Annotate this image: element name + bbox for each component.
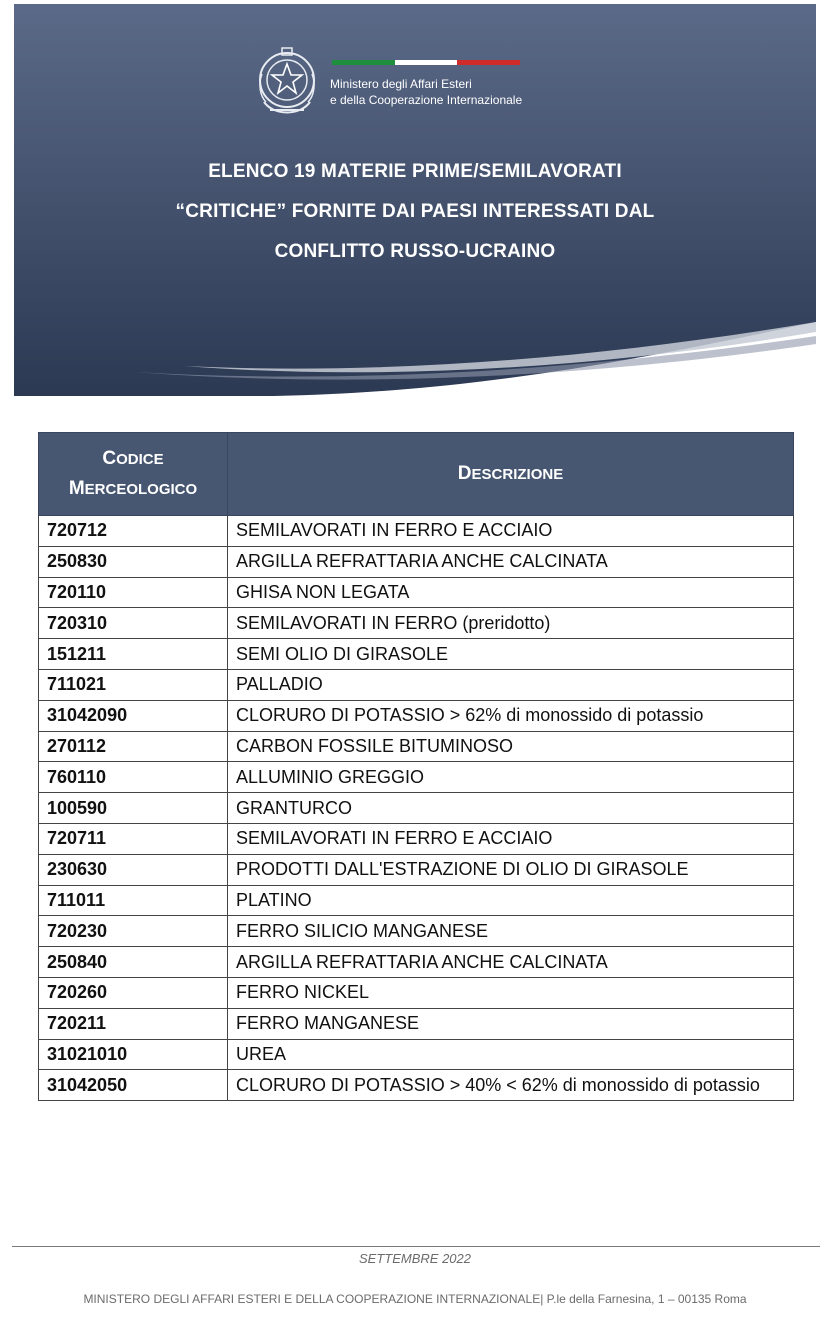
row-code: 720110 — [39, 577, 228, 608]
row-description: PLATINO — [228, 885, 794, 916]
row-code: 151211 — [39, 639, 228, 670]
table-row — [39, 731, 794, 762]
title-line-1: ELENCO 19 MATERIE PRIME/SEMILAVORATI — [208, 161, 622, 182]
row-description: GRANTURCO — [228, 793, 794, 824]
ministry-name-line1: Ministero degli Affari Esteri — [330, 77, 472, 91]
row-description: FERRO NICKEL — [228, 977, 794, 1008]
cover-header — [14, 4, 816, 396]
table-row — [39, 947, 794, 978]
row-description: ARGILLA REFRATTARIA ANCHE CALCINATA — [228, 546, 794, 577]
row-code: 720711 — [39, 823, 228, 854]
republic-emblem-icon — [254, 44, 320, 124]
table-row — [39, 1008, 794, 1039]
table-row — [39, 608, 794, 639]
row-code: 31021010 — [39, 1039, 228, 1070]
flag-green-band — [332, 60, 395, 65]
row-description: CARBON FOSSILE BITUMINOSO — [228, 731, 794, 762]
title-line-3: CONFLITTO RUSSO-UCRAINO — [274, 241, 556, 262]
footer-divider — [12, 1246, 820, 1247]
row-code: 720260 — [39, 977, 228, 1008]
row-code: 250840 — [39, 947, 228, 978]
table-row — [39, 916, 794, 947]
table-row — [39, 762, 794, 793]
italian-flag-stripe — [332, 60, 520, 65]
column-header-code — [39, 433, 228, 516]
row-description: UREA — [228, 1039, 794, 1070]
row-description: FERRO SILICIO MANGANESE — [228, 916, 794, 947]
flag-white-band — [395, 60, 458, 65]
table-row — [39, 1039, 794, 1070]
row-code: 31042090 — [39, 700, 228, 731]
table-row — [39, 1070, 794, 1101]
title-line-2: “CRITICHE” FORNITE DAI PAESI INTERESSATI DAL — [175, 201, 655, 222]
table-body — [39, 516, 794, 1101]
row-description: PALLADIO — [228, 669, 794, 700]
table-row — [39, 823, 794, 854]
footer-date: SETTEMBRE 2022 — [359, 1251, 471, 1266]
row-description: SEMI OLIO DI GIRASOLE — [228, 639, 794, 670]
table-row — [39, 885, 794, 916]
row-code: 720310 — [39, 608, 228, 639]
row-code: 720712 — [39, 516, 228, 547]
materials-table — [38, 432, 794, 1101]
row-description: SEMILAVORATI IN FERRO E ACCIAIO — [228, 823, 794, 854]
row-description: SEMILAVORATI IN FERRO E ACCIAIO — [228, 516, 794, 547]
ministry-name-line2: e della Cooperazione Internazionale — [330, 93, 523, 107]
table-row — [39, 854, 794, 885]
row-code: 270112 — [39, 731, 228, 762]
row-code: 711011 — [39, 885, 228, 916]
row-description: SEMILAVORATI IN FERRO (preridotto) — [228, 608, 794, 639]
row-code: 250830 — [39, 546, 228, 577]
column-header-description — [228, 433, 794, 516]
row-code: 230630 — [39, 854, 228, 885]
table-row — [39, 546, 794, 577]
row-description: CLORURO DI POTASSIO > 62% di monossido di potassio — [228, 700, 794, 731]
row-description: ARGILLA REFRATTARIA ANCHE CALCINATA — [228, 947, 794, 978]
column-header-code-line2: MERCEOLOGICO — [68, 478, 198, 499]
row-code: 31042050 — [39, 1070, 228, 1101]
row-description: GHISA NON LEGATA — [228, 577, 794, 608]
table-row — [39, 639, 794, 670]
flag-red-band — [457, 60, 520, 65]
row-description: PRODOTTI DALL'ESTRAZIONE DI OLIO DI GIRASOLE — [228, 854, 794, 885]
row-code: 720230 — [39, 916, 228, 947]
column-header-code-line1: CODICE — [102, 448, 164, 469]
row-code: 100590 — [39, 793, 228, 824]
table-row — [39, 577, 794, 608]
row-code: 720211 — [39, 1008, 228, 1039]
document-title — [14, 152, 816, 272]
table-row — [39, 700, 794, 731]
ministry-logo — [254, 42, 544, 132]
row-code: 760110 — [39, 762, 228, 793]
table-row — [39, 516, 794, 547]
table-row — [39, 977, 794, 1008]
row-description: ALLUMINIO GREGGIO — [228, 762, 794, 793]
row-code: 711021 — [39, 669, 228, 700]
row-description: FERRO MANGANESE — [228, 1008, 794, 1039]
table-header-row — [39, 433, 794, 516]
footer-address: MINISTERO DEGLI AFFARI ESTERI E DELLA COOPERAZIONE INTERNAZIONALE| P.le della Farnesina, 1 – 00135 Roma — [83, 1292, 747, 1306]
column-header-description-label: DESCRIZIONE — [457, 463, 564, 484]
table-row — [39, 669, 794, 700]
table-row — [39, 793, 794, 824]
row-description: CLORURO DI POTASSIO > 40% < 62% di monossido di potassio — [228, 1070, 794, 1101]
